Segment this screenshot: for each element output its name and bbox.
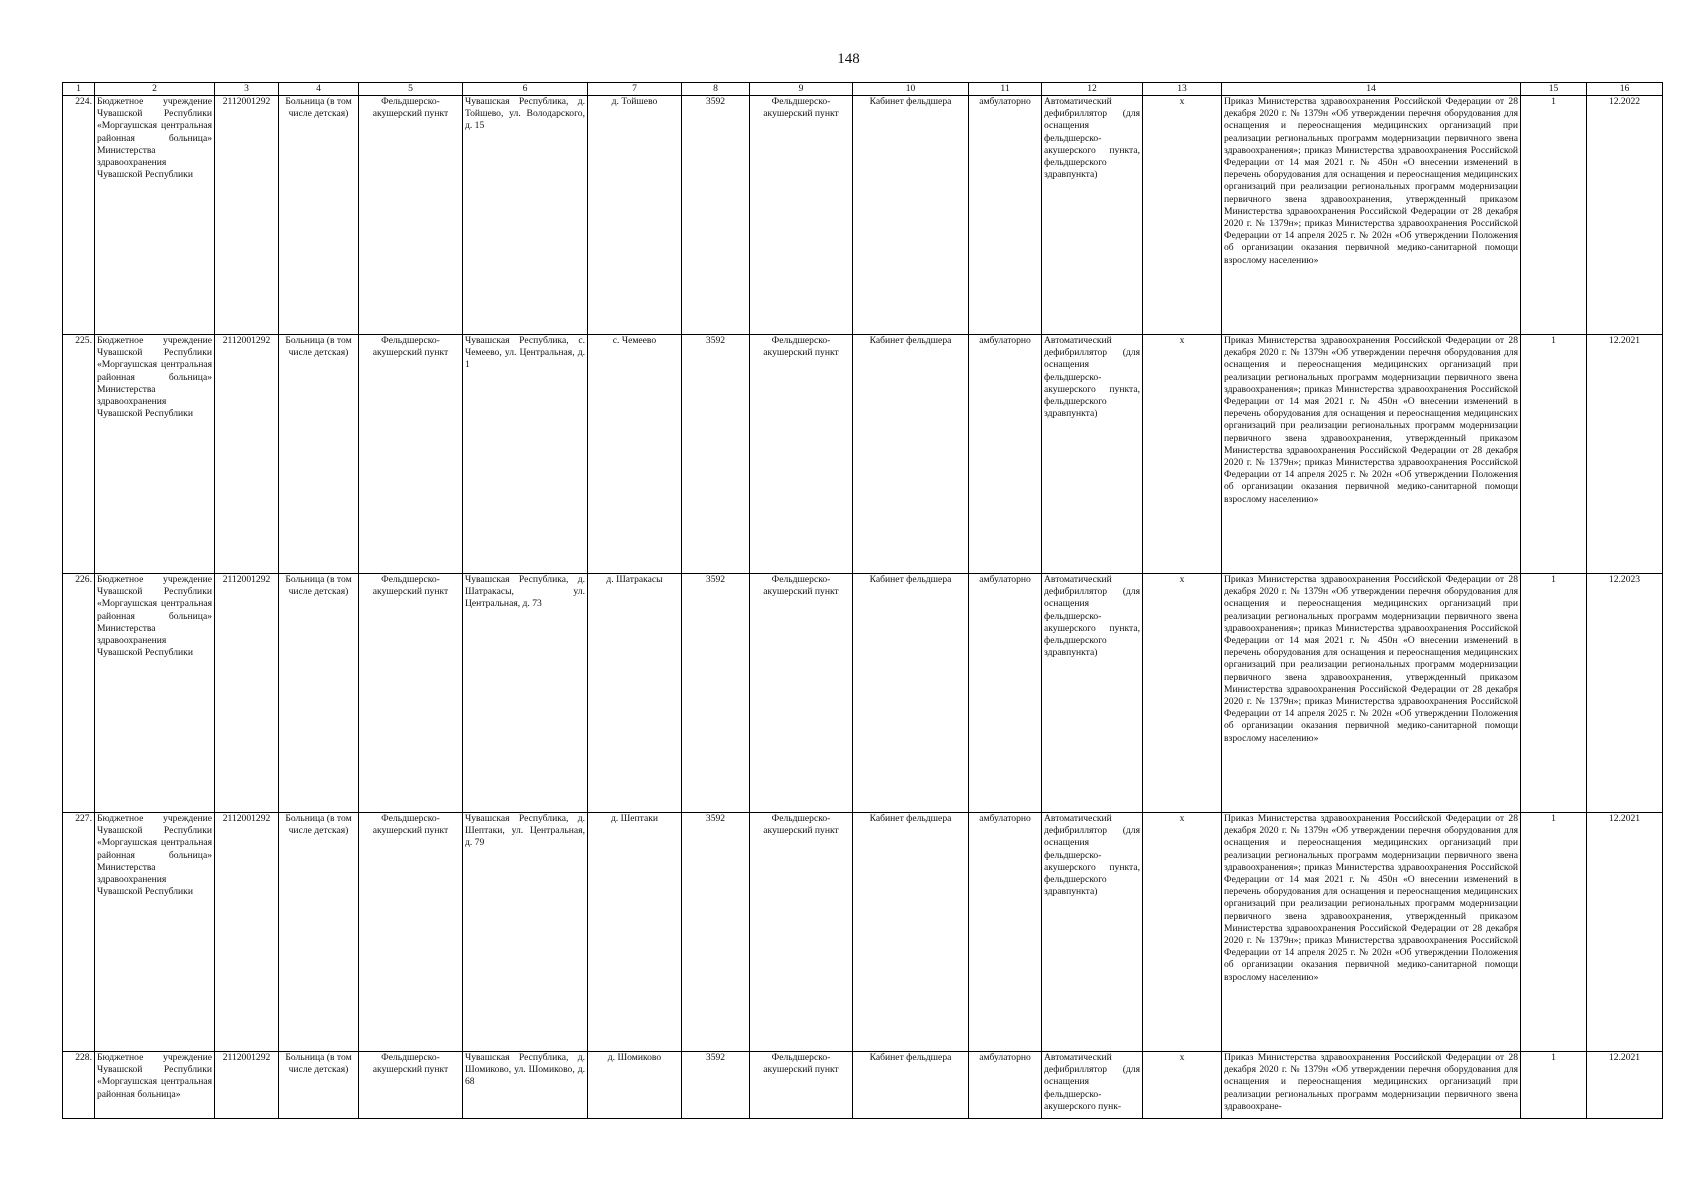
legal-basis: Приказ Министерства здравоохранения Российской Федерации от 28 декабря 2020 г. № 1379н «Об утверждении перечня оборудования для оснащения и переоснащения медицинских организаций при реализации региональных программ модернизации первичного звена здравоохране- <box>1222 1052 1521 1119</box>
table-row <box>63 1052 1663 1119</box>
equipment: Автоматический дефибриллятор (для оснащения фельдшерско-акушерского пункта, фельдшерского здравпункта) <box>1042 574 1143 813</box>
organization-name: Бюджетное учреждение Чувашской Республики «Моргаушская центральная районная больница» Министерства здравоохранения Чувашской Республики <box>95 574 215 813</box>
date: 12.2021 <box>1587 335 1663 574</box>
page-number: 148 <box>837 51 860 67</box>
equipment-register-table <box>62 82 1663 1119</box>
header-cell: 15 <box>1521 83 1587 96</box>
header-cell: 8 <box>682 83 750 96</box>
quantity: 1 <box>1521 335 1587 574</box>
inn: 2112001292 <box>215 96 279 335</box>
unit: Фельдшерско-акушерский пункт <box>750 813 853 1052</box>
unit: Фельдшерско-акушерский пункт <box>750 1052 853 1119</box>
care-mode: амбулаторно <box>969 813 1042 1052</box>
organization-type: Больница (в том числе детская) <box>279 1052 359 1119</box>
table-header-row <box>63 83 1663 96</box>
table-row <box>63 813 1663 1052</box>
room: Кабинет фельдшера <box>853 335 969 574</box>
header-cell: 5 <box>359 83 463 96</box>
unit: Фельдшерско-акушерский пункт <box>750 96 853 335</box>
legal-basis: Приказ Министерства здравоохранения Российской Федерации от 28 декабря 2020 г. № 1379н «Об утверждении перечня оборудования для оснащения и переоснащения медицинских организаций при реализации региональных программ модернизации первичного звена здравоохранения»; приказ Министерства здравоохранения Российской Федерации от 14 мая 2021 г. № 450н «О внесении изменений в перечень оборудования для оснащения и переоснащения медицинских организаций при реализации региональных программ модернизации первичного звена здравоохранения, утвержденный приказом Министерства здравоохранения Российской Федерации от 28 декабря 2020 г. № 1379н»; приказ Министерства здравоохранения Российской Федерации от 14 апреля 2025 г. № 202н «Об утверждении Положения об организации оказания первичной медико-санитарной помощи взрослому населению» <box>1222 813 1521 1052</box>
organization-type: Больница (в том числе детская) <box>279 335 359 574</box>
population: 3592 <box>682 813 750 1052</box>
room: Кабинет фельдшера <box>853 1052 969 1119</box>
table-row <box>63 574 1663 813</box>
address: Чувашская Республика, д. Шатракасы, ул. Центральная, д. 73 <box>463 574 588 813</box>
header-cell: 6 <box>463 83 588 96</box>
subdivision: Фельдшерско-акушерский пункт <box>359 1052 463 1119</box>
room: Кабинет фельдшера <box>853 96 969 335</box>
organization-type: Больница (в том числе детская) <box>279 574 359 813</box>
header-cell: 16 <box>1587 83 1663 96</box>
inn: 2112001292 <box>215 574 279 813</box>
subdivision: Фельдшерско-акушерский пункт <box>359 96 463 335</box>
date: 12.2023 <box>1587 574 1663 813</box>
mark: x <box>1143 96 1222 335</box>
table-row <box>63 96 1663 335</box>
header-cell: 3 <box>215 83 279 96</box>
date: 12.2021 <box>1587 813 1663 1052</box>
settlement: д. Шомиково <box>588 1052 682 1119</box>
unit: Фельдшерско-акушерский пункт <box>750 335 853 574</box>
inn: 2112001292 <box>215 813 279 1052</box>
care-mode: амбулаторно <box>969 335 1042 574</box>
settlement: д. Шатракасы <box>588 574 682 813</box>
legal-basis: Приказ Министерства здравоохранения Российской Федерации от 28 декабря 2020 г. № 1379н «Об утверждении перечня оборудования для оснащения и переоснащения медицинских организаций при реализации региональных программ модернизации первичного звена здравоохранения»; приказ Министерства здравоохранения Российской Федерации от 14 мая 2021 г. № 450н «О внесении изменений в перечень оборудования для оснащения и переоснащения медицинских организаций при реализации региональных программ модернизации первичного звена здравоохранения, утвержденный приказом Министерства здравоохранения Российской Федерации от 28 декабря 2020 г. № 1379н»; приказ Министерства здравоохранения Российской Федерации от 14 апреля 2025 г. № 202н «Об утверждении Положения об организации оказания первичной медико-санитарной помощи взрослому населению» <box>1222 335 1521 574</box>
row-number: 224. <box>63 96 95 335</box>
inn: 2112001292 <box>215 335 279 574</box>
row-number: 225. <box>63 335 95 574</box>
header-cell: 9 <box>750 83 853 96</box>
mark: x <box>1143 813 1222 1052</box>
equipment: Автоматический дефибриллятор (для оснащения фельдшерско-акушерского пункта, фельдшерского здравпункта) <box>1042 335 1143 574</box>
organization-type: Больница (в том числе детская) <box>279 813 359 1052</box>
equipment: Автоматический дефибриллятор (для оснащения фельдшерско-акушерского пунк- <box>1042 1052 1143 1119</box>
address: Чувашская Республика, д. Шептаки, ул. Центральная, д. 79 <box>463 813 588 1052</box>
organization-name: Бюджетное учреждение Чувашской Республики «Моргаушская центральная районная больница» Министерства здравоохранения Чувашской Республики <box>95 96 215 335</box>
mark: x <box>1143 1052 1222 1119</box>
mark: x <box>1143 574 1222 813</box>
table-row <box>63 335 1663 574</box>
quantity: 1 <box>1521 813 1587 1052</box>
header-cell: 7 <box>588 83 682 96</box>
organization-name: Бюджетное учреждение Чувашской Республики «Моргаушская центральная районная больница» Министерства здравоохранения Чувашской Республики <box>95 813 215 1052</box>
header-cell: 14 <box>1222 83 1521 96</box>
inn: 2112001292 <box>215 1052 279 1119</box>
subdivision: Фельдшерско-акушерский пункт <box>359 335 463 574</box>
population: 3592 <box>682 96 750 335</box>
settlement: д. Шептаки <box>588 813 682 1052</box>
row-number: 228. <box>63 1052 95 1119</box>
header-cell: 12 <box>1042 83 1143 96</box>
header-cell: 11 <box>969 83 1042 96</box>
settlement: д. Тойшево <box>588 96 682 335</box>
mark: x <box>1143 335 1222 574</box>
equipment: Автоматический дефибриллятор (для оснащения фельдшерско-акушерского пункта, фельдшерского здравпункта) <box>1042 96 1143 335</box>
room: Кабинет фельдшера <box>853 813 969 1052</box>
population: 3592 <box>682 1052 750 1119</box>
organization-type: Больница (в том числе детская) <box>279 96 359 335</box>
address: Чувашская Республика, д. Тойшево, ул. Володарского, д. 15 <box>463 96 588 335</box>
header-cell: 2 <box>95 83 215 96</box>
population: 3592 <box>682 335 750 574</box>
organization-name: Бюджетное учреждение Чувашской Республики «Моргаушская центральная районная больница» <box>95 1052 215 1119</box>
subdivision: Фельдшерско-акушерский пункт <box>359 813 463 1052</box>
quantity: 1 <box>1521 574 1587 813</box>
unit: Фельдшерско-акушерский пункт <box>750 574 853 813</box>
subdivision: Фельдшерско-акушерский пункт <box>359 574 463 813</box>
legal-basis: Приказ Министерства здравоохранения Российской Федерации от 28 декабря 2020 г. № 1379н «Об утверждении перечня оборудования для оснащения и переоснащения медицинских организаций при реализации региональных программ модернизации первичного звена здравоохранения»; приказ Министерства здравоохранения Российской Федерации от 14 мая 2021 г. № 450н «О внесении изменений в перечень оборудования для оснащения и переоснащения медицинских организаций при реализации региональных программ модернизации первичного звена здравоохранения, утвержденный приказом Министерства здравоохранения Российской Федерации от 28 декабря 2020 г. № 1379н»; приказ Министерства здравоохранения Российской Федерации от 14 апреля 2025 г. № 202н «Об утверждении Положения об организации оказания первичной медико-санитарной помощи взрослому населению» <box>1222 96 1521 335</box>
room: Кабинет фельдшера <box>853 574 969 813</box>
date: 12.2021 <box>1587 1052 1663 1119</box>
address: Чувашская Республика, д. Шомиково, ул. Шомиково, д. 68 <box>463 1052 588 1119</box>
quantity: 1 <box>1521 96 1587 335</box>
legal-basis: Приказ Министерства здравоохранения Российской Федерации от 28 декабря 2020 г. № 1379н «Об утверждении перечня оборудования для оснащения и переоснащения медицинских организаций при реализации региональных программ модернизации первичного звена здравоохранения»; приказ Министерства здравоохранения Российской Федерации от 14 мая 2021 г. № 450н «О внесении изменений в перечень оборудования для оснащения и переоснащения медицинских организаций при реализации региональных программ модернизации первичного звена здравоохранения, утвержденный приказом Министерства здравоохранения Российской Федерации от 28 декабря 2020 г. № 1379н»; приказ Министерства здравоохранения Российской Федерации от 14 апреля 2025 г. № 202н «Об утверждении Положения об организации оказания первичной медико-санитарной помощи взрослому населению» <box>1222 574 1521 813</box>
date: 12.2022 <box>1587 96 1663 335</box>
header-cell: 13 <box>1143 83 1222 96</box>
row-number: 227. <box>63 813 95 1052</box>
header-cell: 4 <box>279 83 359 96</box>
header-cell: 10 <box>853 83 969 96</box>
care-mode: амбулаторно <box>969 96 1042 335</box>
header-cell: 1 <box>63 83 95 96</box>
settlement: с. Чемеево <box>588 335 682 574</box>
address: Чувашская Республика, с. Чемеево, ул. Центральная, д. 1 <box>463 335 588 574</box>
row-number: 226. <box>63 574 95 813</box>
care-mode: амбулаторно <box>969 1052 1042 1119</box>
equipment: Автоматический дефибриллятор (для оснащения фельдшерско-акушерского пункта, фельдшерского здравпункта) <box>1042 813 1143 1052</box>
quantity: 1 <box>1521 1052 1587 1119</box>
population: 3592 <box>682 574 750 813</box>
care-mode: амбулаторно <box>969 574 1042 813</box>
organization-name: Бюджетное учреждение Чувашской Республики «Моргаушская центральная районная больница» Министерства здравоохранения Чувашской Республики <box>95 335 215 574</box>
